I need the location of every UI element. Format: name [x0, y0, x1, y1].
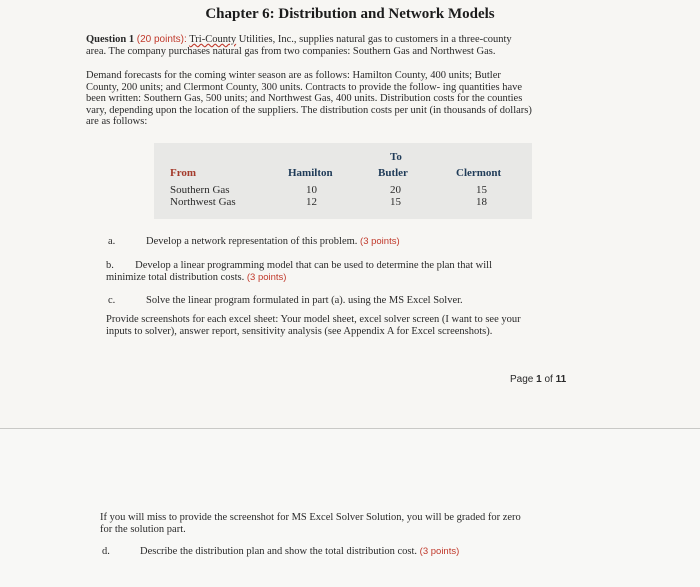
table-cell: 20	[390, 184, 401, 196]
part-c-note	[106, 314, 596, 337]
page-prefix: Page	[510, 374, 537, 385]
grading-warning	[100, 512, 590, 535]
to-header: To	[390, 151, 402, 163]
question-points: (20 points):	[136, 34, 187, 45]
question-intro	[86, 34, 596, 57]
demand-line: Demand forecasts for the coming winter season are as follows: Hamilton County, 400 units; Butler	[86, 70, 501, 81]
row-label: Northwest Gas	[170, 196, 236, 208]
company-name: Tri-County	[189, 34, 237, 45]
part-d	[140, 546, 580, 558]
part-c-note-line2: inputs to solver), answer report, sensitivity analysis (see Appendix A for Excel screenshots).	[106, 325, 493, 337]
question-label: Question 1	[86, 34, 135, 45]
page-middle: of	[541, 374, 556, 385]
table-cell: 15	[390, 196, 401, 208]
table-cell: 10	[306, 184, 317, 196]
part-a	[146, 236, 606, 248]
table-cell: 18	[476, 196, 487, 208]
table-cell: 12	[306, 196, 317, 208]
chapter-title: Chapter 6: Distribution and Network Models	[205, 6, 495, 22]
warning-line1: If you will miss to provide the screenshot for MS Excel Solver Solution, you will be graded for zero	[100, 512, 521, 523]
part-a-points: (3 points)	[360, 236, 400, 247]
next-page-area	[0, 429, 700, 587]
part-a-text: Develop a network representation of this problem.	[146, 236, 358, 247]
demand-paragraph	[86, 70, 606, 128]
part-c-note-line1: Provide screenshots for each excel sheet: Your model sheet, excel solver screen (I want to see your	[106, 314, 521, 325]
demand-line: vary, depending upon the location of the suppliers. The distribution costs per unit (in thousands of dollars)	[86, 104, 532, 116]
from-header: From	[170, 167, 197, 179]
warning-line2: for the solution part.	[100, 523, 186, 535]
part-c-letter: c.	[108, 295, 116, 306]
part-b-points: (3 points)	[246, 271, 287, 283]
page-divider	[0, 428, 700, 429]
page-current: 1	[536, 374, 542, 385]
intro-rest: Utilities, Inc., supplies natural gas to customers in a three-county	[238, 34, 512, 45]
part-a-letter: a.	[108, 236, 116, 247]
part-b-line1: Develop a linear programming model that can be used to determine the plan that will	[135, 260, 493, 271]
intro-line2: area. The company purchases natural gas from two companies: Southern Gas and Northwest Gas.	[86, 45, 496, 57]
page-total: 11	[555, 374, 567, 385]
page-indicator	[510, 374, 566, 385]
column-header: Butler	[378, 167, 408, 179]
part-d-points: (3 points)	[419, 546, 460, 557]
demand-line: County, 200 units; and Clermont County, 300 units. Contracts to provide the follow- ing quantities have	[86, 81, 523, 93]
part-b	[106, 260, 586, 283]
demand-line: are as follows:	[86, 116, 148, 127]
column-header: Hamilton	[288, 167, 333, 179]
row-label: Southern Gas	[170, 184, 230, 196]
part-b-line2: minimize total distribution costs.	[106, 271, 245, 283]
part-d-text: Describe the distribution plan and show the total distribution cost.	[140, 546, 418, 557]
part-d-letter: d.	[102, 546, 110, 557]
part-b-letter: b.	[106, 260, 114, 271]
column-header: Clermont	[456, 167, 502, 179]
demand-line: been written: Southern Gas, 500 units; and Northwest Gas, 400 units. Distribution costs for the counties	[86, 93, 523, 104]
table-cell: 15	[476, 184, 487, 196]
cost-table	[154, 143, 532, 219]
part-c-text: Solve the linear program formulated in part (a). using the MS Excel Solver.	[146, 295, 463, 306]
